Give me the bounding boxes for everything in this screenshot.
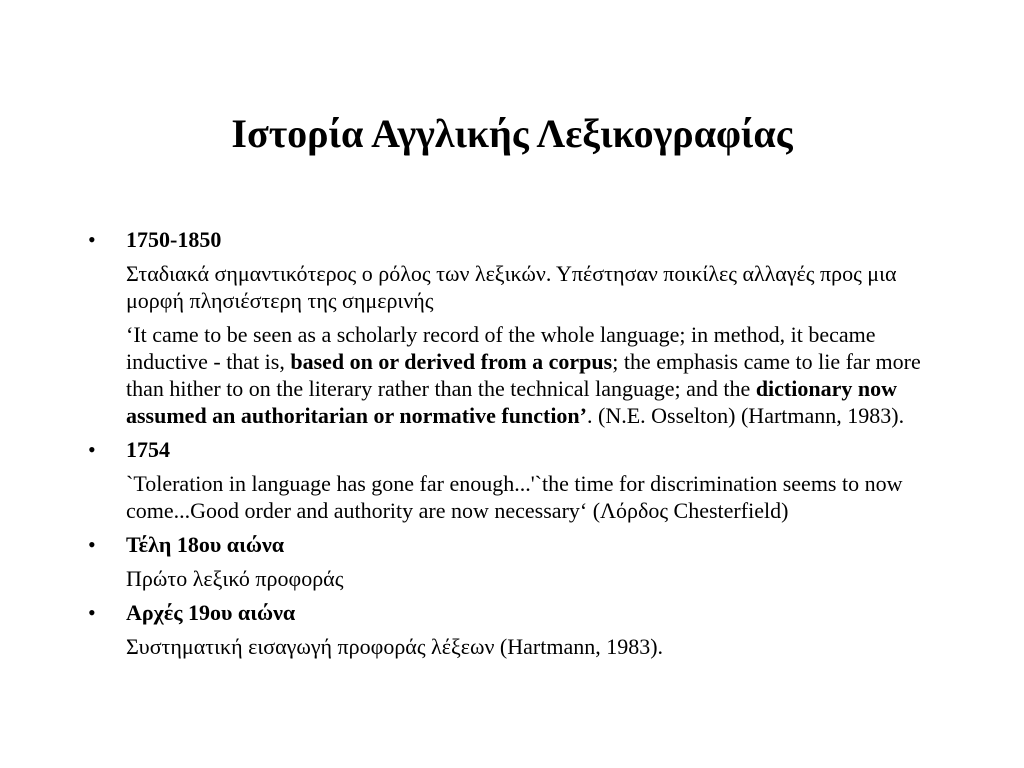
bullet-item-1750-1850	[88, 226, 938, 429]
quote-bold-corpus: based on or derived from a corpus	[290, 349, 613, 374]
bullet-dot: •	[88, 600, 96, 625]
bullet-paragraph: Σταδιακά σημαντικότερος ο ρόλος των λεξικών. Υπέστησαν ποικίλες αλλαγές προς μια μορφή πλησιέστερη της σημερινής	[126, 261, 897, 313]
bullet-item-1754	[88, 436, 938, 524]
bullet-paragraph: Πρώτο λεξικό προφοράς	[126, 566, 344, 591]
bullet-heading	[88, 226, 938, 253]
bullet-heading-text: 1754	[126, 437, 170, 462]
bullet-dot: •	[88, 227, 96, 252]
bullet-dot: •	[88, 437, 96, 462]
bullet-heading	[88, 436, 938, 463]
bullet-list	[88, 226, 938, 667]
bullet-heading	[88, 599, 938, 626]
bullet-heading	[88, 531, 938, 558]
quote-text: ‘It came to be seen as a scholarly record of the whole language; in method, it became inductive - that is,	[126, 322, 876, 374]
slide-title: Ιστορία Αγγλικής Λεξικογραφίας	[231, 111, 793, 156]
bullet-dot: •	[88, 532, 96, 557]
osselton-quote	[88, 321, 938, 429]
bullet-heading-text: 1750-1850	[126, 227, 222, 252]
bullet-heading-text: Αρχές 19ου αιώνα	[126, 600, 296, 625]
quote-text: ; the emphasis came to lie far more than hither to on the literary rather than the technical language; and the	[126, 349, 921, 401]
bullet-heading-text: Τέλη 18ου αιώνα	[126, 532, 285, 557]
quote-text: . (N.E. Osselton) (Hartmann, 1983).	[587, 403, 905, 428]
bullet-paragraph: Συστηματική εισαγωγή προφοράς λέξεων (Hartmann, 1983).	[126, 634, 664, 659]
bullet-item-late-18th-century	[88, 531, 938, 592]
bullet-item-early-19th-century	[88, 599, 938, 660]
quote-bold-dictionary: dictionary now assumed an authoritarian or normative function’	[126, 376, 897, 428]
chesterfield-quote: `Toleration in language has gone far enough...'`the time for discrimination seems to now come...Good order and authority are now necessary‘ (Λόρδος Chesterfield)	[126, 471, 903, 523]
